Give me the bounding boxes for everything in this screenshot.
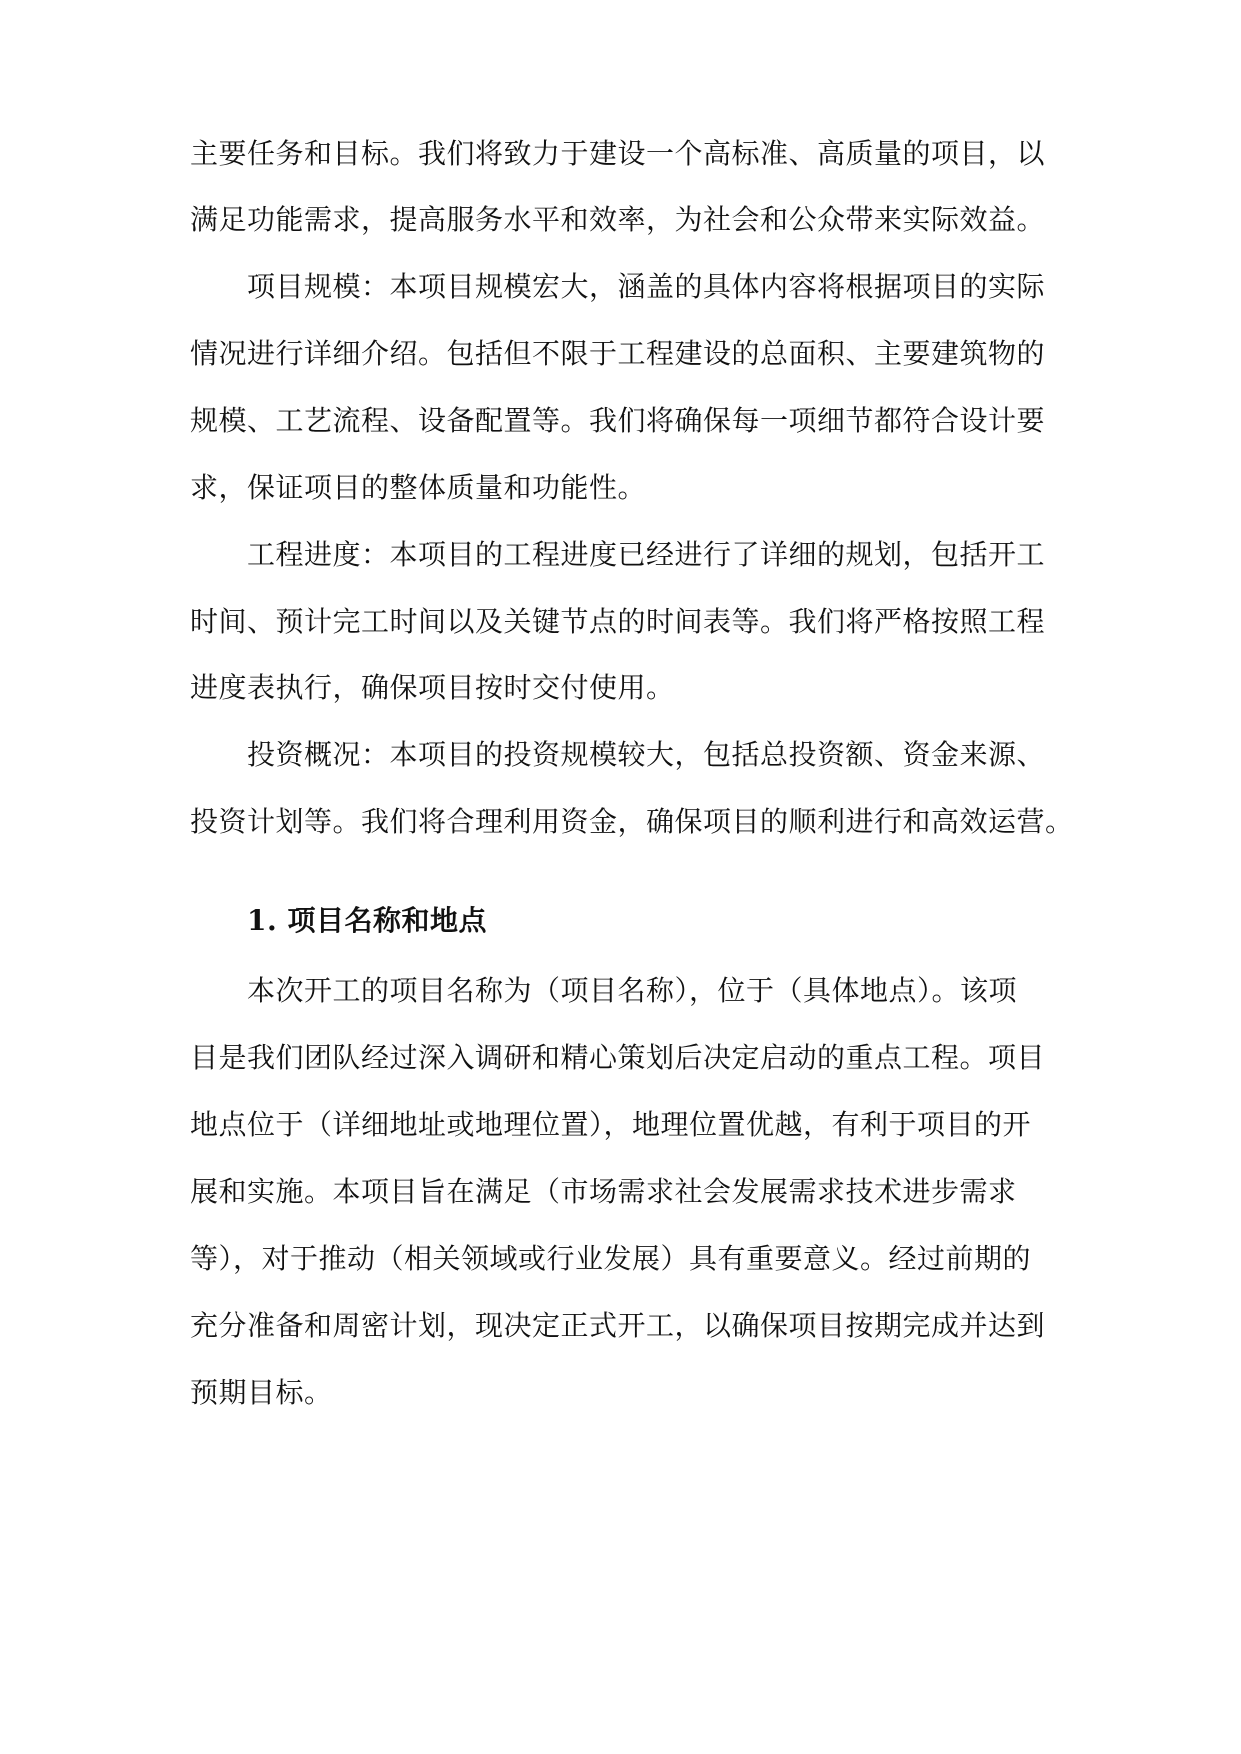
- text-line: 规模、工艺流程、设备配置等。我们将确保每一项细节都符合设计要: [190, 404, 1046, 437]
- text-line: 预期目标。: [190, 1376, 333, 1409]
- text-line: 地点位于（详细地址或地理位置），地理位置优越，有利于项目的开: [190, 1108, 1032, 1141]
- text-line: 展和实施。本项目旨在满足（市场需求社会发展需求技术进步需求: [190, 1175, 1017, 1208]
- paragraph-schedule: 工程进度：本项目的工程进度已经进行了详细的规划，包括开工: [247, 538, 1046, 571]
- text-line: 投资计划等。我们将合理利用资金，确保项目的顺利进行和高效运营。: [190, 805, 1074, 838]
- text-line: 主要任务和目标。我们将致力于建设一个高标准、高质量的项目，以: [190, 137, 1046, 170]
- text-line: 等），对于推动（相关领域或行业发展）具有重要意义。经过前期的: [190, 1242, 1032, 1275]
- text-line: 目是我们团队经过深入调研和精心策划后决定启动的重点工程。项目: [190, 1041, 1046, 1074]
- text-line: 时间、预计完工时间以及关键节点的时间表等。我们将严格按照工程: [190, 605, 1046, 638]
- paragraph-project-scale: 项目规模：本项目规模宏大，涵盖的具体内容将根据项目的实际: [247, 270, 1046, 303]
- section-heading: 1. 项目名称和地点: [247, 904, 487, 937]
- text-line: 求，保证项目的整体质量和功能性。: [190, 471, 647, 504]
- text-line: 充分准备和周密计划，现决定正式开工，以确保项目按期完成并达到: [190, 1309, 1046, 1342]
- text-line: 进度表执行，确保项目按时交付使用。: [190, 671, 675, 704]
- paragraph-investment: 投资概况：本项目的投资规模较大，包括总投资额、资金来源、: [247, 738, 1046, 771]
- text-line: 情况进行详细介绍。包括但不限于工程建设的总面积、主要建筑物的: [190, 337, 1046, 370]
- text-line: 满足功能需求，提高服务水平和效率，为社会和公众带来实际效益。: [190, 203, 1046, 236]
- paragraph-project-name-location: 本次开工的项目名称为（项目名称），位于（具体地点）。该项: [247, 974, 1018, 1007]
